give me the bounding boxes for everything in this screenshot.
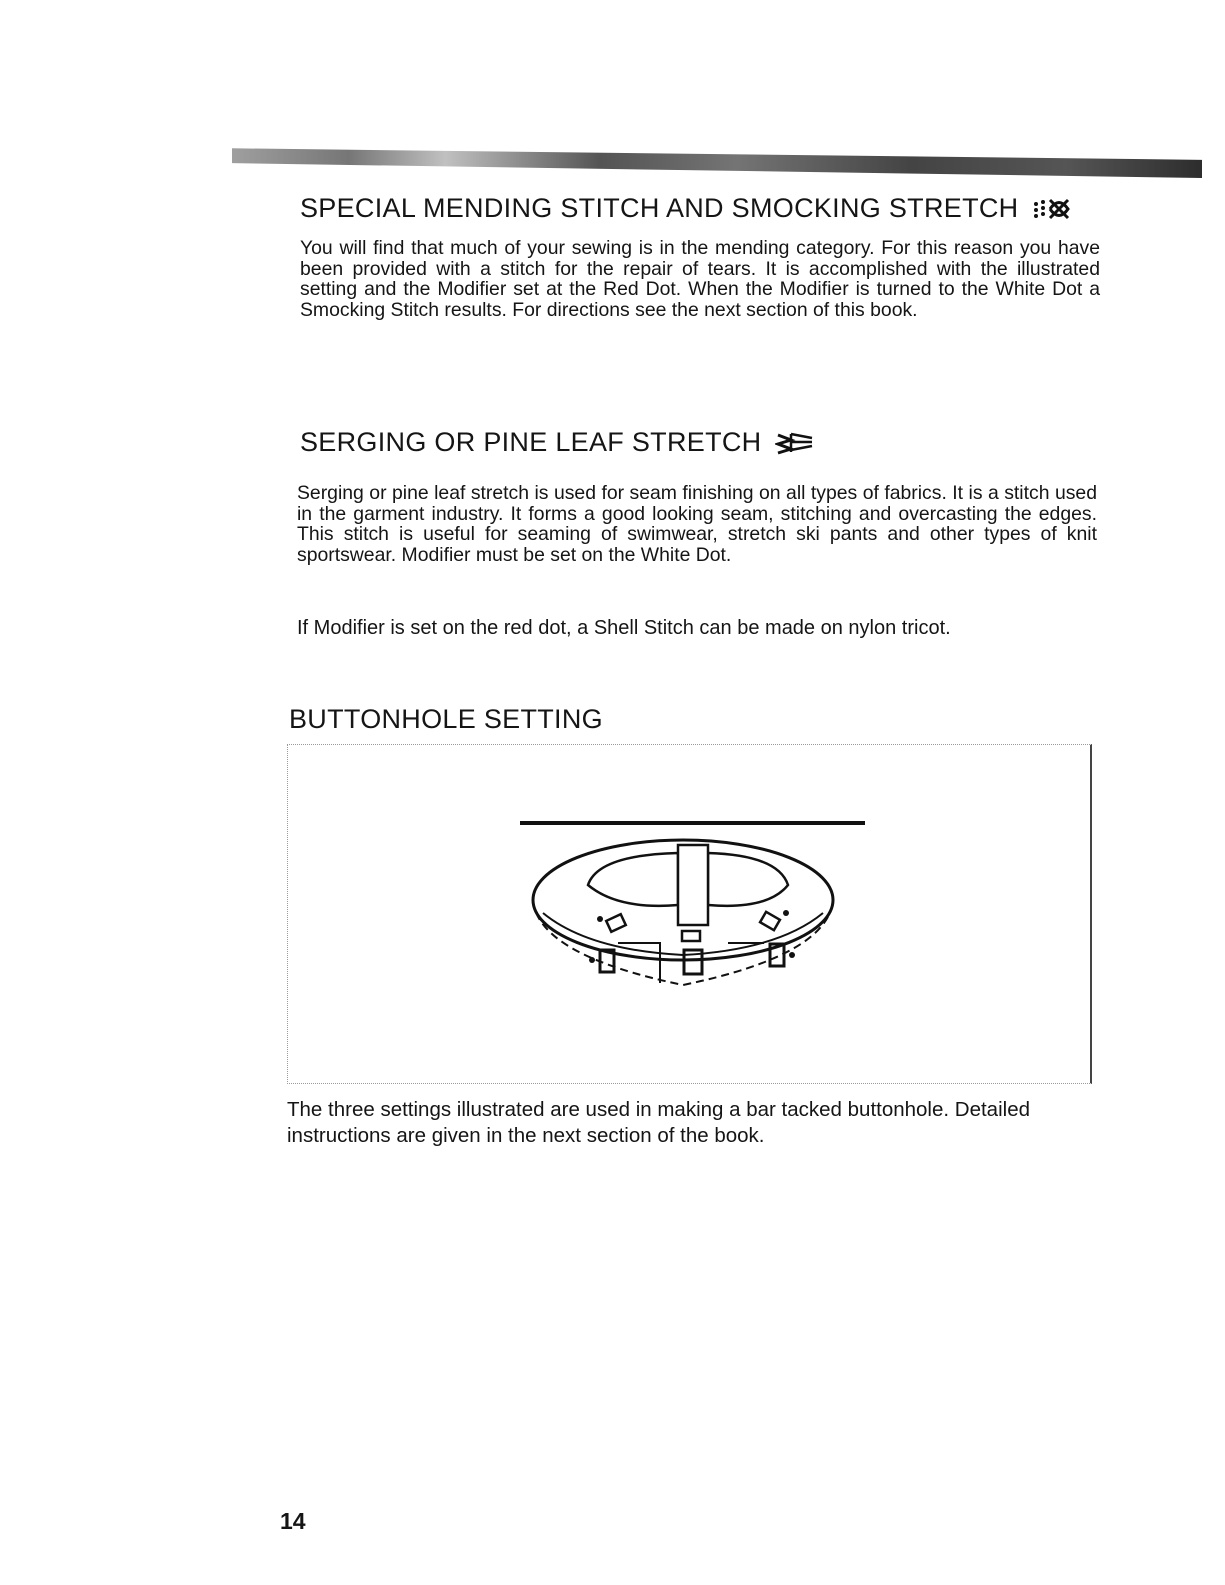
heading-buttonhole (289, 704, 603, 735)
heading-serging (300, 427, 815, 458)
heading-special-mending-text: SPECIAL MENDING STITCH AND SMOCKING STRETCH (300, 193, 1019, 223)
smocking-stitch-icon (1032, 196, 1072, 222)
heading-buttonhole-text: BUTTONHOLE SETTING (289, 704, 603, 734)
decorative-header-bar (232, 145, 1202, 178)
page-number: 14 (280, 1508, 306, 1534)
buttonhole-dial-illustration (288, 745, 1093, 1085)
paragraph-mending: You will find that much of your sewing is in the mending category. For this reason you have been provided with a stitch for the repair of tears. It is accomplished with the illustrated setting and the Modifier set at the Red Dot. When the Modifier is turned to the White Dot a Smocking Stitch results. For directions see the next section of this book. (300, 237, 1100, 321)
paragraph-shell-stitch: If Modifier is set on the red dot, a Shell Stitch can be made on nylon tricot. (297, 617, 951, 639)
heading-serging-text: SERGING OR PINE LEAF STRETCH (300, 427, 762, 457)
caption-buttonhole: The three settings illustrated are used in making a bar tacked buttonhole. Detailed instructions are given in the next section of the book. (287, 1098, 1030, 1147)
paragraph-serging: Serging or pine leaf stretch is used for seam finishing on all types of fabrics. It is a stitch used in the garment industry. It forms a good looking seam, stitching and overcasting the edges. This stitch is useful for seaming of swimwear, stretch ski pants and other types of knit sportswear. Modifier must be set on the White Dot. (297, 482, 1097, 566)
heading-special-mending (300, 193, 1072, 224)
serging-stitch-icon (775, 430, 815, 456)
buttonhole-figure-frame (287, 744, 1092, 1084)
